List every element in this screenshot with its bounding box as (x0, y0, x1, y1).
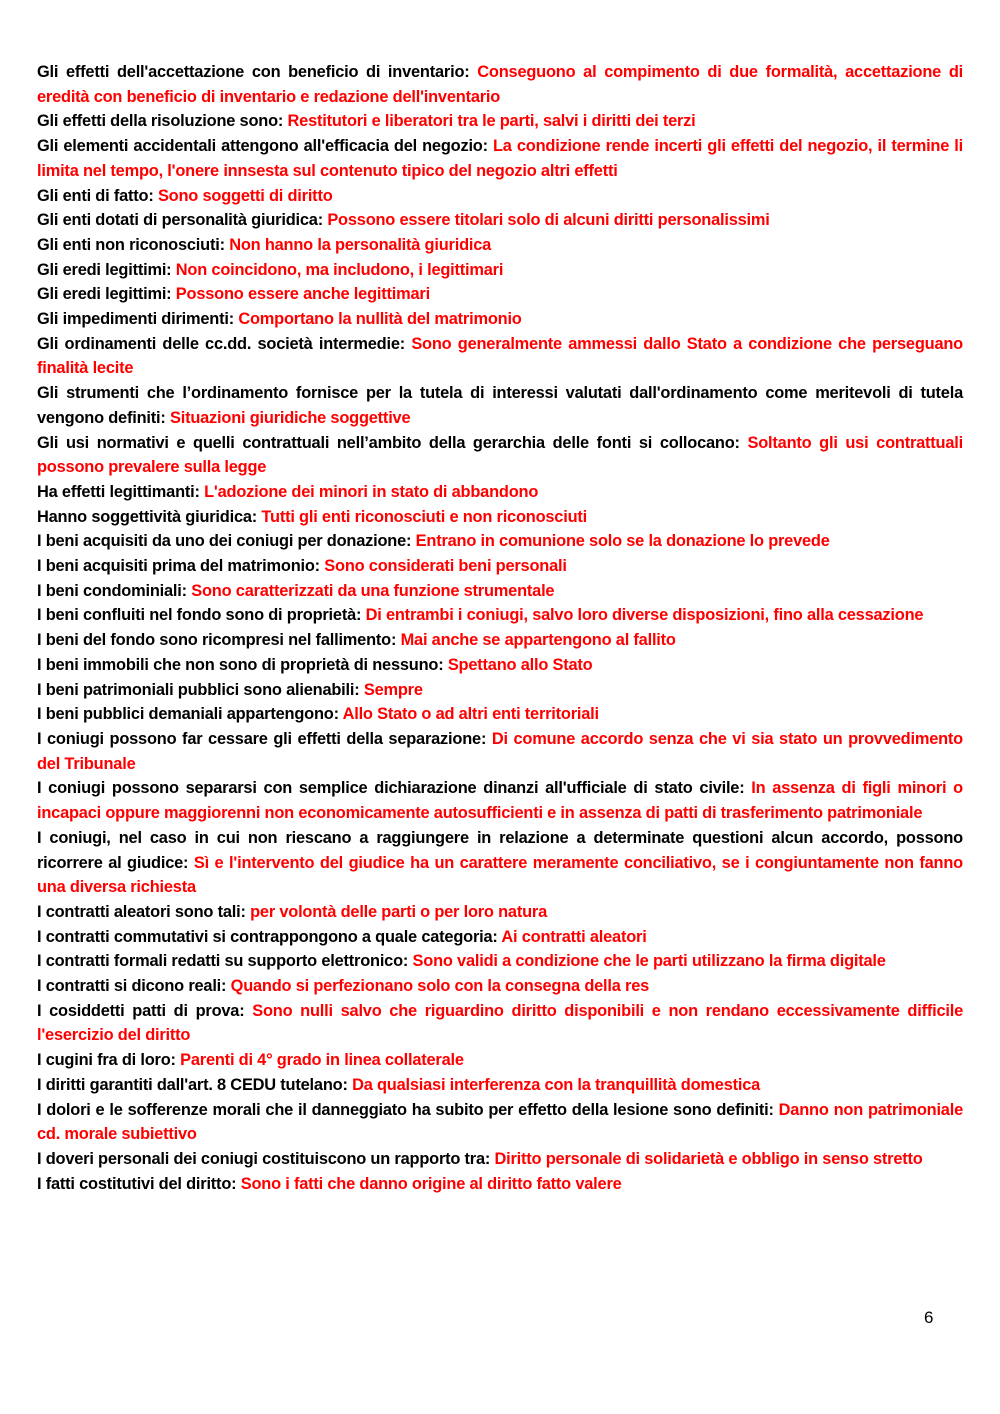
question-text: I dolori e le sofferenze morali che il danneggiato ha subito per effetto della lesione sono definiti: (37, 1100, 779, 1119)
qa-entry (37, 1073, 963, 1098)
answer-text: Possono essere anche legittimari (175, 285, 430, 304)
answer-text: Allo Stato o ad altri enti territoriali (342, 705, 599, 724)
qa-entry (37, 381, 963, 430)
qa-entry (37, 505, 963, 530)
answer-text: Non coincidono, ma includono, i legittimari (175, 260, 504, 279)
qa-entry (37, 332, 963, 381)
answer-text: In assenza di figli minori o incapaci oppure maggiorenni non economicamente autosufficienti e in assenza di patti di trasferimento patrimoniale (37, 779, 963, 823)
qa-entry (37, 999, 963, 1048)
question-text: I doveri personali dei coniugi costituiscono un rapporto tra: (37, 1149, 495, 1168)
qa-entry (37, 431, 963, 480)
question-text: I coniugi possono separarsi con semplice dichiarazione dinanzi all'ufficiale di stato civile: (37, 779, 752, 798)
answer-text: Mai anche se appartengono al fallito (400, 631, 676, 650)
question-text: I coniugi, nel caso in cui non riescano a raggiungere in relazione a determinate questioni alcun accordo, possono ricorrere al giudice: (37, 828, 963, 872)
answer-text: Sono soggetti di diritto (157, 186, 333, 205)
question-text: I beni acquisiti da uno dei coniugi per donazione: (37, 532, 416, 551)
answer-text: La condizione rende incerti gli effetti del negozio, il termine li limita nel tempo, l'onere innsesta sul contenuto tipico del negozio altri effetti (37, 137, 963, 180)
question-text: Gli effetti della risoluzione sono: (37, 112, 288, 131)
answer-text: Da qualsiasi interferenza con la tranquillità domestica (352, 1075, 761, 1094)
question-text: I beni acquisiti prima del matrimonio: (37, 557, 325, 576)
qa-entry (37, 628, 963, 653)
answer-text: Tutti gli enti riconosciuti e non riconosciuti (261, 507, 588, 526)
answer-text: Quando si perfezionano solo con la consegna della res (230, 977, 650, 996)
answer-text: Sono caratterizzati da una funzione strumentale (191, 581, 555, 600)
qa-entry (37, 1147, 963, 1172)
answer-text: Sì e l'intervento del giudice ha un carattere meramente conciliativo, se i congiuntamente non fanno una diversa richiesta (37, 853, 963, 897)
question-text: I fatti costitutivi del diritto: (37, 1174, 241, 1193)
qa-entry (37, 480, 963, 505)
qa-entry (37, 727, 963, 776)
question-text: I beni confluiti nel fondo sono di proprietà: (37, 606, 366, 625)
qa-entry (37, 60, 963, 109)
qa-entry (37, 653, 963, 678)
question-text: Gli ordinamenti delle cc.dd. società intermedie: (37, 334, 412, 353)
qa-entry (37, 603, 963, 628)
question-text: I diritti garantiti dall'art. 8 CEDU tutelano: (37, 1075, 353, 1094)
qa-entry (37, 282, 963, 307)
answer-text: Diritto personale di solidarietà e obbligo in senso stretto (494, 1149, 923, 1168)
answer-text: Entrano in comunione solo se la donazione lo prevede (415, 532, 830, 551)
question-text: I beni patrimoniali pubblici sono alienabili: (37, 680, 364, 699)
qa-entry (37, 307, 963, 332)
answer-text: Sempre (363, 680, 423, 699)
answer-text: Sono nulli salvo che riguardino diritto disponibili e non rendano eccessivamente difficile l'esercizio del diritto (37, 1001, 963, 1045)
qa-entry (37, 1172, 963, 1197)
qa-entry (37, 109, 963, 134)
answer-text: Soltanto gli usi contrattuali possono prevalere sulla legge (37, 433, 963, 477)
answer-text: L'adozione dei minori in stato di abbandono (204, 482, 539, 501)
answer-text: Sono validi a condizione che le parti utilizzano la firma digitale (412, 952, 886, 971)
qa-entry (37, 1048, 963, 1073)
qa-list (37, 60, 963, 1196)
question-text: Gli elementi accidentali attengono all'efficacia del negozio: (37, 137, 493, 156)
qa-entry (37, 554, 963, 579)
qa-entry (37, 702, 963, 727)
qa-entry (37, 925, 963, 950)
qa-entry (37, 949, 963, 974)
question-text: Ha effetti legittimanti: (37, 482, 205, 501)
answer-text: Parenti di 4° grado in linea collaterale (180, 1051, 464, 1070)
answer-text: per volontà delle parti o per loro natura (250, 902, 547, 921)
question-text: I contratti aleatori sono tali: (37, 902, 251, 921)
question-text: Gli usi normativi e quelli contrattuali nell’ambito della gerarchia delle fonti si collocano: (37, 433, 748, 452)
answer-text: Sono generalmente ammessi dallo Stato a condizione che perseguano finalità lecite (37, 334, 963, 378)
question-text: I beni pubblici demaniali appartengono: (37, 705, 343, 724)
page-number: 6 (924, 1308, 934, 1327)
answer-text: Possono essere titolari solo di alcuni diritti personalissimi (327, 211, 770, 230)
answer-text: Spettano allo Stato (447, 655, 593, 674)
question-text: I cosiddetti patti di prova: (37, 1001, 253, 1020)
question-text: Gli eredi legittimi: (37, 260, 176, 279)
answer-text: Non hanno la personalità giuridica (229, 235, 492, 254)
question-text: Gli impedimenti dirimenti: (37, 310, 239, 329)
question-text: I contratti si dicono reali: (37, 977, 231, 996)
answer-text: Ai contratti aleatori (501, 927, 647, 946)
question-text: I contratti commutativi si contrappongono a quale categoria: (37, 927, 502, 946)
qa-entry (37, 233, 963, 258)
question-text: Gli eredi legittimi: (37, 285, 176, 304)
qa-entry (37, 1098, 963, 1147)
answer-text: Conseguono al compimento di due formalità, accettazione di eredità con beneficio di inventario e redazione dell'inventario (37, 63, 964, 106)
qa-entry (37, 900, 963, 925)
qa-entry (37, 974, 963, 999)
qa-entry (37, 184, 963, 209)
qa-entry (37, 258, 963, 283)
qa-entry (37, 826, 963, 900)
answer-text: Danno non patrimoniale cd. morale subiettivo (37, 1100, 963, 1144)
answer-text: Sono considerati beni personali (324, 557, 567, 576)
qa-entry (37, 529, 963, 554)
question-text: I beni del fondo sono ricompresi nel fallimento: (37, 631, 401, 650)
qa-entry (37, 579, 963, 604)
question-text: I cugini fra di loro: (37, 1051, 181, 1070)
answer-text: Di entrambi i coniugi, salvo loro diverse disposizioni, fino alla cessazione (365, 606, 924, 625)
question-text: I beni condominiali: (37, 581, 192, 600)
answer-text: Restitutori e liberatori tra le parti, salvi i diritti dei terzi (287, 112, 696, 131)
question-text: Gli effetti dell'accettazione con beneficio di inventario: (37, 63, 478, 81)
answer-text: Sono i fatti che danno origine al diritto fatto valere (240, 1174, 622, 1193)
question-text: Gli strumenti che l’ordinamento fornisce per la tutela di interessi valutati dall'ordinamento come meritevoli di tutela vengono definiti: (37, 384, 963, 427)
question-text: I coniugi possono far cessare gli effetti della separazione: (37, 729, 492, 748)
question-text: I contratti formali redatti su supporto elettronico: (37, 952, 413, 971)
question-text: Gli enti di fatto: (37, 186, 158, 205)
qa-entry (37, 134, 963, 183)
qa-entry (37, 208, 963, 233)
question-text: I beni immobili che non sono di proprietà di nessuno: (37, 655, 448, 674)
question-text: Hanno soggettività giuridica: (37, 507, 262, 526)
qa-entry (37, 678, 963, 703)
qa-entry (37, 776, 963, 825)
question-text: Gli enti non riconosciuti: (37, 235, 230, 254)
answer-text: Comportano la nullità del matrimonio (238, 310, 522, 329)
answer-text: Situazioni giuridiche soggettive (169, 408, 411, 427)
question-text: Gli enti dotati di personalità giuridica: (37, 211, 328, 230)
answer-text: Di comune accordo senza che vi sia stato un provvedimento del Tribunale (37, 729, 963, 773)
